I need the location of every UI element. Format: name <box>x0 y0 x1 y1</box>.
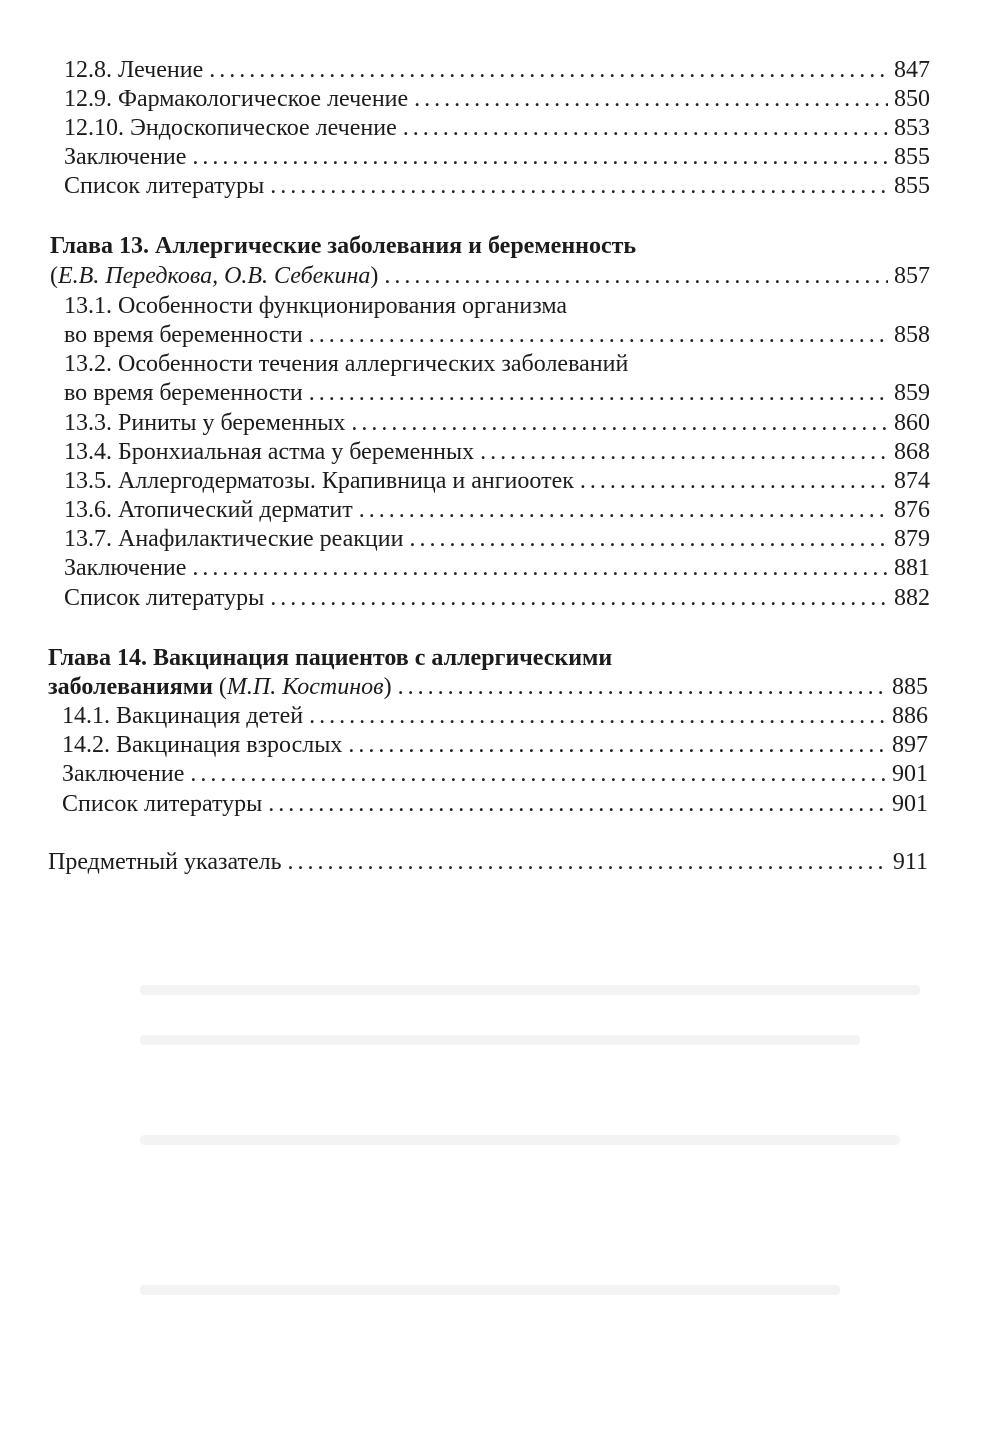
toc-entry-title: 14.1. Вакцинация детей <box>62 703 304 729</box>
toc-entry[interactable] <box>64 379 930 408</box>
leader-dots <box>580 467 888 496</box>
toc-entry-page: 879 <box>894 526 930 552</box>
leader-dots <box>480 438 888 467</box>
chapter-14-heading[interactable]: Глава 14. Вакцинация пациентов с аллергическими <box>48 645 613 671</box>
toc-entry-page: 897 <box>892 732 928 758</box>
leader-dots <box>384 262 888 291</box>
leader-dots <box>268 790 886 819</box>
leader-dots <box>309 321 888 350</box>
leader-dots <box>403 114 888 143</box>
toc-entry[interactable] <box>64 409 930 438</box>
toc-entry-page: 855 <box>894 173 930 199</box>
toc-entry[interactable] <box>64 467 930 496</box>
toc-entry-page: 857 <box>894 263 930 289</box>
toc-entry[interactable] <box>64 496 930 525</box>
toc-entry-page: 885 <box>892 674 928 700</box>
toc-entry[interactable] <box>62 731 928 760</box>
show-through-shadow <box>140 985 920 995</box>
toc-entry[interactable] <box>62 790 928 819</box>
leader-dots <box>351 409 888 438</box>
subject-index-entry[interactable] <box>48 848 928 877</box>
toc-entry-title-line1[interactable]: 13.2. Особенности течения аллергических заболеваний <box>64 351 629 377</box>
leader-dots <box>288 848 887 877</box>
leader-dots <box>190 760 886 789</box>
show-through-shadow <box>140 1285 840 1295</box>
show-through-shadow <box>140 1035 860 1045</box>
leader-dots <box>209 56 888 85</box>
leader-dots <box>309 379 888 408</box>
toc-entry-page: 901 <box>892 791 928 817</box>
leader-dots <box>192 143 888 172</box>
toc-entry-title: Предметный указатель <box>48 849 282 875</box>
toc-entry-page: 855 <box>894 144 930 170</box>
leader-dots <box>348 731 886 760</box>
chapter-14-heading-line2: заболеваниями (М.П. Костинов) <box>48 674 392 700</box>
toc-entry[interactable] <box>64 584 930 613</box>
toc-entry-title: 12.8. Лечение <box>64 57 204 83</box>
toc-entry-title: Заключение <box>64 144 187 170</box>
toc-entry-page: 881 <box>894 555 930 581</box>
show-through-shadow <box>140 1135 900 1145</box>
toc-entry[interactable] <box>64 554 930 583</box>
toc-entry-title: 12.10. Эндоскопическое лечение <box>64 115 397 141</box>
toc-entry-page: 860 <box>894 410 930 436</box>
toc-entry-page: 901 <box>892 761 928 787</box>
toc-entry-title: во время беременности <box>64 322 303 348</box>
toc-entry-title: Список литературы <box>64 173 265 199</box>
leader-dots <box>270 172 888 201</box>
leader-dots <box>398 673 886 702</box>
toc-entry-page: 868 <box>894 439 930 465</box>
toc-entry-title: 13.4. Бронхиальная астма у беременных <box>64 439 475 465</box>
toc-entry-title-line1[interactable]: 13.1. Особенности функционирования организма <box>64 293 568 319</box>
chapter-14-heading-row[interactable] <box>48 673 928 702</box>
chapter-13-authors-row[interactable] <box>50 262 930 291</box>
leader-dots <box>409 525 888 554</box>
toc-entry[interactable] <box>64 143 930 172</box>
toc-entry-page: 859 <box>894 380 930 406</box>
toc-entry-title: 13.5. Аллергодерматозы. Крапивница и ангиоотек <box>64 468 574 494</box>
toc-entry-title: 13.7. Анафилактические реакции <box>64 526 404 552</box>
toc-entry-page: 850 <box>894 86 930 112</box>
leader-dots <box>414 85 888 114</box>
toc-entry-page: 858 <box>894 322 930 348</box>
toc-entry-title: 13.3. Риниты у беременных <box>64 410 346 436</box>
toc-entry-title: 14.2. Вакцинация взрослых <box>62 732 343 758</box>
toc-entry[interactable] <box>64 321 930 350</box>
toc-entry-title: 13.6. Атопический дерматит <box>64 497 353 523</box>
toc-entry-page: 853 <box>894 115 930 141</box>
toc-entry[interactable] <box>62 760 928 789</box>
toc-entry[interactable] <box>62 702 928 731</box>
toc-entry-title: Заключение <box>64 555 187 581</box>
chapter-13-authors: (Е.В. Передкова, О.В. Себекина) <box>50 263 379 289</box>
toc-entry-title: Список литературы <box>62 791 263 817</box>
toc-entry-title: во время беременности <box>64 380 303 406</box>
leader-dots <box>192 554 888 583</box>
leader-dots <box>270 584 888 613</box>
toc-entry[interactable] <box>64 85 930 114</box>
toc-entry[interactable] <box>64 56 930 85</box>
toc-entry-page: 874 <box>894 468 930 494</box>
toc-entry-title: 12.9. Фармакологическое лечение <box>64 86 409 112</box>
leader-dots <box>359 496 888 525</box>
toc-entry-page: 911 <box>892 849 928 875</box>
toc-entry-page: 876 <box>894 497 930 523</box>
toc-entry-title: Заключение <box>62 761 185 787</box>
toc-entry[interactable] <box>64 172 930 201</box>
toc-entry[interactable] <box>64 114 930 143</box>
toc-entry-page: 886 <box>892 703 928 729</box>
toc-entry[interactable] <box>64 525 930 554</box>
toc-entry[interactable] <box>64 438 930 467</box>
toc-entry-page: 882 <box>894 585 930 611</box>
leader-dots <box>309 702 886 731</box>
toc-entry-title: Список литературы <box>64 585 265 611</box>
toc-entry-page: 847 <box>894 57 930 83</box>
chapter-13-heading[interactable]: Глава 13. Аллергические заболевания и беременность <box>50 233 637 259</box>
